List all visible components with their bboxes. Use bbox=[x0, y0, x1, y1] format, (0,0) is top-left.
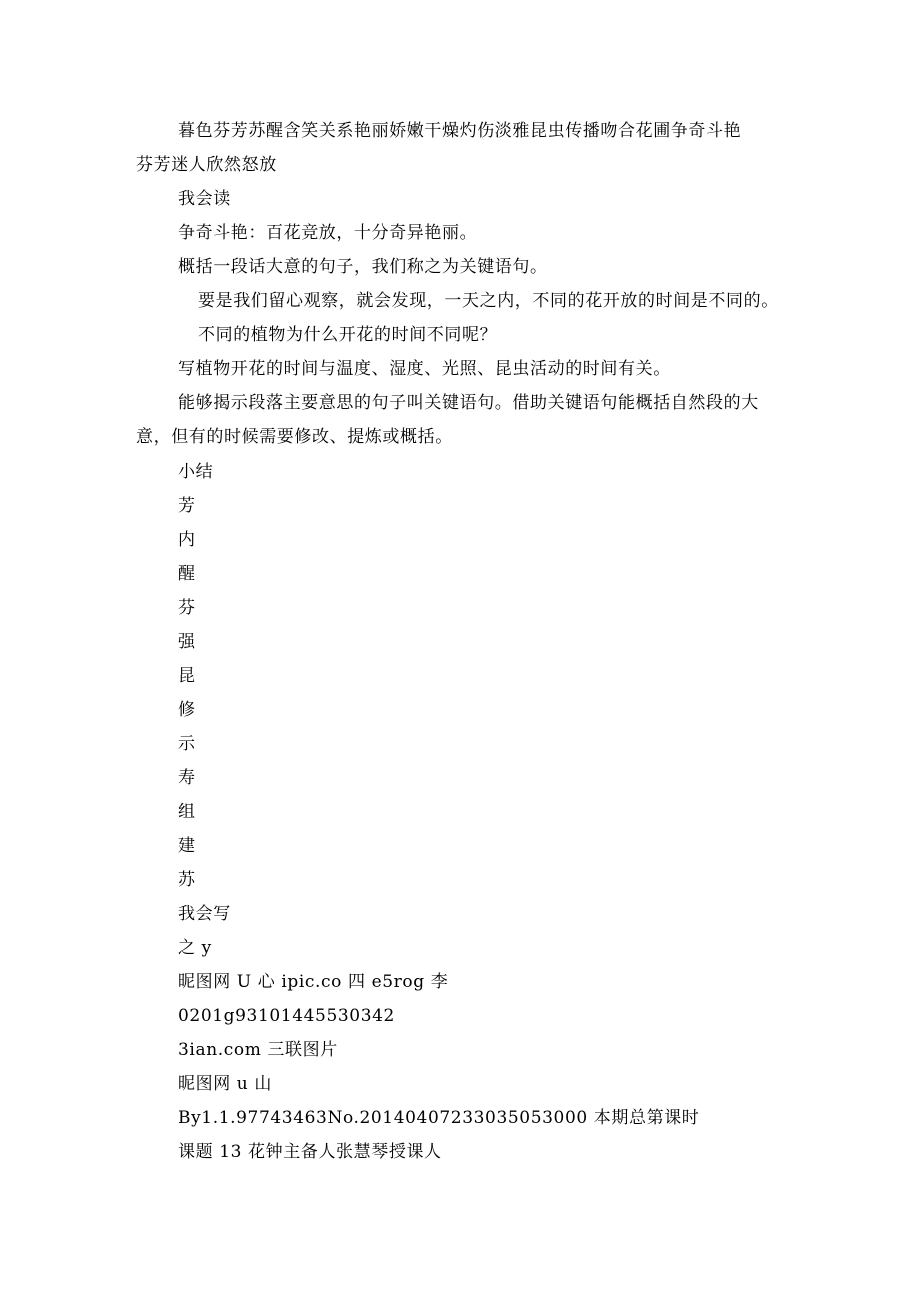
char-item: 昆 bbox=[178, 666, 196, 686]
char-item: 芬 bbox=[178, 598, 196, 618]
char-item: 苏 bbox=[178, 870, 196, 890]
quote-line-2: 不同的植物为什么开花的时间不同呢？ bbox=[198, 325, 498, 345]
char-item: 组 bbox=[178, 802, 196, 822]
key-sentence-definition: 概括一段话大意的句子，我们称之为关键语句。 bbox=[178, 257, 548, 277]
heading-read: 我会读 bbox=[178, 189, 231, 209]
fragment-line: 3ian.com 三联图片 bbox=[178, 1040, 338, 1060]
fragment-line: By1.1.97743463No.20140407233035053000 本期总第课时 bbox=[178, 1108, 700, 1128]
definition-line: 争奇斗艳：百花竞放，十分奇异艳丽。 bbox=[178, 223, 478, 243]
heading-write: 我会写 bbox=[178, 904, 231, 924]
char-item: 内 bbox=[178, 530, 196, 550]
char-item: 修 bbox=[178, 700, 196, 720]
vocab-line-1: 暮色芬芳苏醒含笑关系艳丽娇嫩干燥灼伤淡雅昆虫传播吻合花圃争奇斗艳 bbox=[178, 121, 742, 141]
char-item: 示 bbox=[178, 734, 196, 754]
fragment-line: 0201g93101445530342 bbox=[178, 1006, 395, 1026]
summary-rule-line-1: 能够揭示段落主要意思的句子叫关键语句。借助关键语句能概括自然段的大 bbox=[178, 393, 759, 413]
fragment-line: 昵图网 U 心 ipic.co 四 e5rog 李 bbox=[178, 972, 449, 992]
fragment-line: 昵图网 u 山 bbox=[178, 1074, 272, 1094]
vocab-line-2: 芬芳迷人欣然怒放 bbox=[136, 155, 277, 175]
explanation-line: 写植物开花的时间与温度、湿度、光照、昆虫活动的时间有关。 bbox=[178, 359, 671, 379]
quote-line-1: 要是我们留心观察，就会发现，一天之内，不同的花开放的时间是不同的。 bbox=[198, 291, 779, 311]
char-item: 建 bbox=[178, 836, 196, 856]
summary-rule-line-2: 意，但有的时候需要修改、提炼或概括。 bbox=[136, 427, 453, 447]
lesson-title-line: 课题 13 花钟主备人张慧琴授课人 bbox=[178, 1142, 442, 1162]
char-item: 醒 bbox=[178, 564, 196, 584]
fragment-line: 之 y bbox=[178, 938, 212, 958]
heading-summary: 小结 bbox=[178, 462, 214, 482]
char-item: 芳 bbox=[178, 496, 196, 516]
char-item: 强 bbox=[178, 632, 196, 652]
char-item: 寿 bbox=[178, 768, 196, 788]
